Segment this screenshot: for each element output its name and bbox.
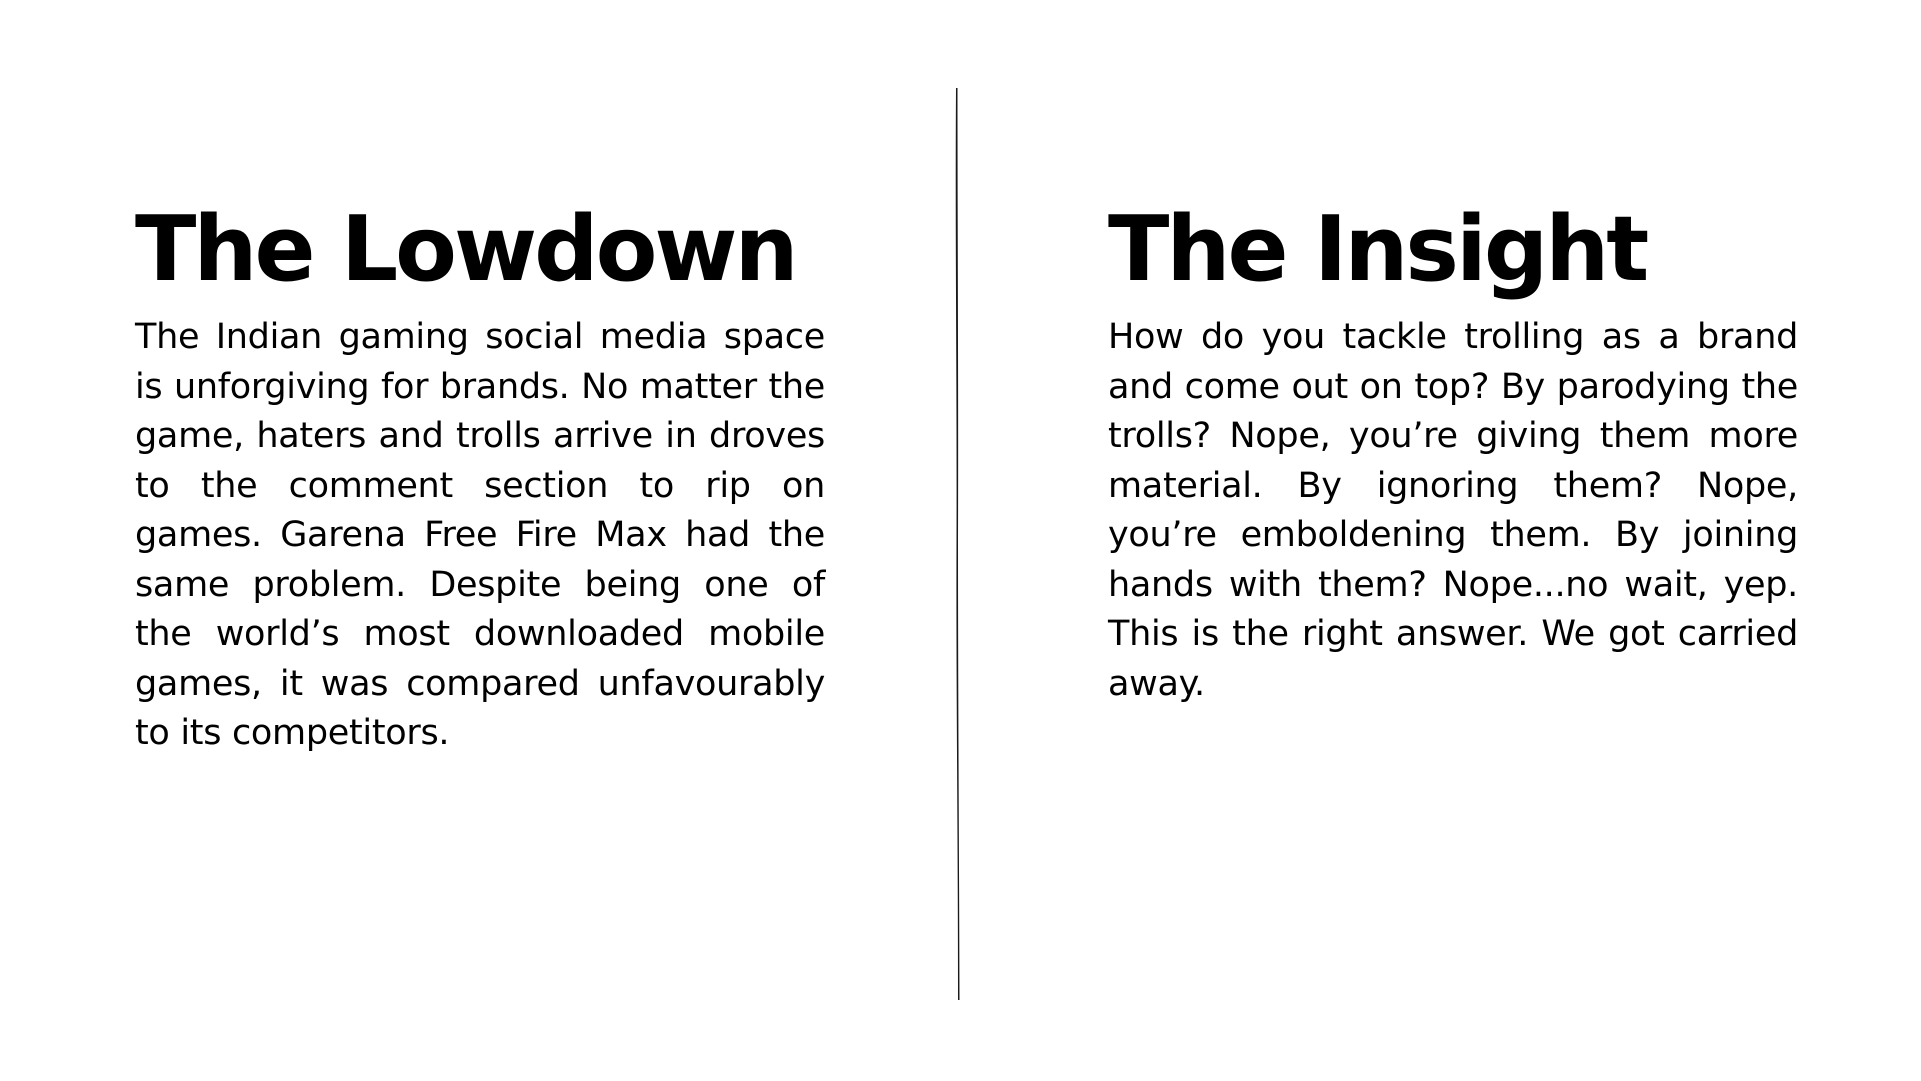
divider-stroke: [956, 88, 960, 1000]
lowdown-section: [135, 197, 825, 759]
insight-section: [1108, 197, 1798, 709]
insight-heading: The Insight: [1108, 197, 1647, 302]
lowdown-body: The Indian gaming social media space is unforgiving for brands. No matter the game, haters and trolls arrive in droves to the comment section to rip on games. Garena Free Fire Max had the same problem. Despite being one of the world’s most downloaded mobile games, it was compared unfavourably to its competitors.: [135, 317, 825, 753]
vertical-divider: [951, 88, 963, 1000]
lowdown-heading: The Lowdown: [135, 197, 796, 302]
insight-body: How do you tackle trolling as a brand and come out on top? By parodying the trolls? Nope, you’re giving them more material. By ignoring them? Nope, you’re emboldening them. By joining hands with them? Nope...no wait, yep. This is the right answer. We got carried away.: [1108, 317, 1798, 704]
